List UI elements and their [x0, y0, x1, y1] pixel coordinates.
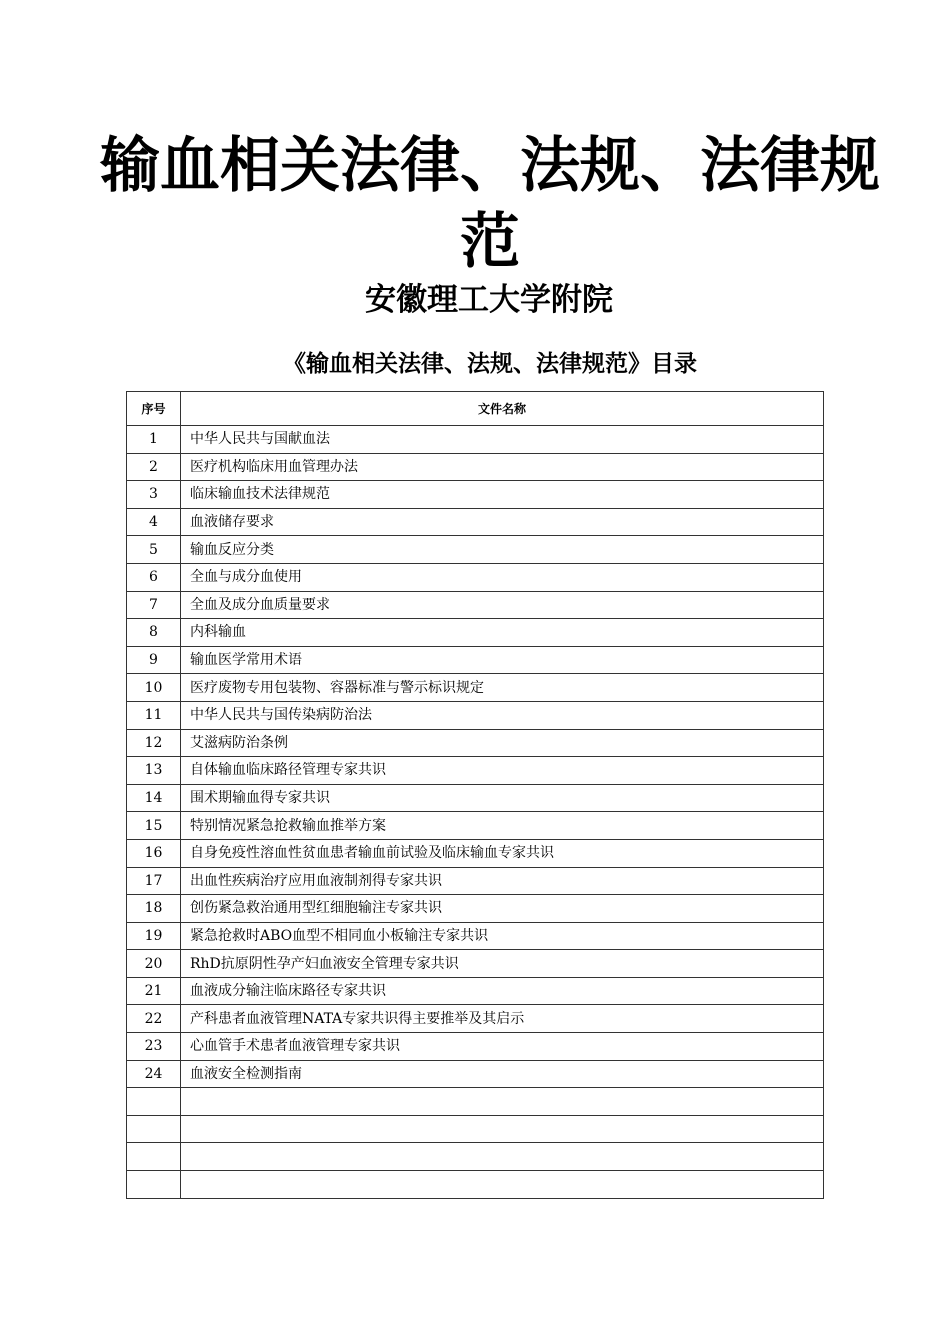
row-document-name: 血液成分输注临床路径专家共识: [181, 977, 824, 1005]
row-document-name: 艾滋病防治条例: [181, 729, 824, 757]
row-number: 12: [127, 729, 181, 757]
toc-heading: 《输血相关法律、法规、法律规范》目录: [283, 351, 697, 377]
table-row: [127, 591, 824, 619]
row-number: [127, 1115, 181, 1143]
table-row: [127, 1088, 824, 1116]
row-document-name: 中华人民共与国传染病防治法: [181, 701, 824, 729]
row-document-name: 临床输血技术法律规范: [181, 481, 824, 509]
table-row: [127, 977, 824, 1005]
table-row: [127, 729, 824, 757]
row-number: 11: [127, 701, 181, 729]
column-header-number: 序号: [127, 392, 181, 426]
table-row: [127, 646, 824, 674]
row-number: 2: [127, 453, 181, 481]
row-number: [127, 1143, 181, 1171]
table-row: [127, 784, 824, 812]
row-document-name: 医疗机构临床用血管理办法: [181, 453, 824, 481]
table-row: [127, 1005, 824, 1033]
table-row: [127, 674, 824, 702]
row-document-name: 创伤紧急救治通用型红细胞输注专家共识: [181, 895, 824, 923]
row-document-name: 出血性疾病治疗应用血液制剂得专家共识: [181, 867, 824, 895]
row-number: 10: [127, 674, 181, 702]
row-number: 19: [127, 922, 181, 950]
row-number: 24: [127, 1060, 181, 1088]
table-row: [127, 757, 824, 785]
table-row: [127, 563, 824, 591]
row-document-name: 血液安全检测指南: [181, 1060, 824, 1088]
row-number: 15: [127, 812, 181, 840]
row-number: 9: [127, 646, 181, 674]
table-row: [127, 508, 824, 536]
row-document-name: 特别情况紧急抢救输血推举方案: [181, 812, 824, 840]
table-row: [127, 453, 824, 481]
row-document-name: [181, 1115, 824, 1143]
toc-table: [126, 391, 824, 1199]
row-document-name: 输血反应分类: [181, 536, 824, 564]
row-number: 13: [127, 757, 181, 785]
row-number: [127, 1088, 181, 1116]
row-document-name: 全血与成分血使用: [181, 563, 824, 591]
document-title: 输血相关法律、法规、法律规范: [100, 131, 880, 277]
row-number: 22: [127, 1005, 181, 1033]
row-document-name: 全血及成分血质量要求: [181, 591, 824, 619]
document-subtitle: 安徽理工大学附院: [365, 282, 613, 318]
table-row: [127, 895, 824, 923]
column-header-name: 文件名称: [181, 392, 824, 426]
row-document-name: 中华人民共与国献血法: [181, 426, 824, 454]
row-number: 3: [127, 481, 181, 509]
row-number: 8: [127, 619, 181, 647]
row-document-name: 医疗废物专用包装物、容器标准与警示标识规定: [181, 674, 824, 702]
row-number: 21: [127, 977, 181, 1005]
table-row: [127, 922, 824, 950]
table-row: [127, 1033, 824, 1061]
row-number: 6: [127, 563, 181, 591]
row-number: 7: [127, 591, 181, 619]
row-document-name: [181, 1088, 824, 1116]
table-row: [127, 812, 824, 840]
row-number: 23: [127, 1033, 181, 1061]
table-row: [127, 426, 824, 454]
table-row: [127, 839, 824, 867]
table-row: [127, 950, 824, 978]
row-document-name: 自体输血临床路径管理专家共识: [181, 757, 824, 785]
table-row: [127, 1115, 824, 1143]
row-document-name: 血液储存要求: [181, 508, 824, 536]
row-number: 16: [127, 839, 181, 867]
row-document-name: [181, 1143, 824, 1171]
table-row: [127, 1143, 824, 1171]
row-number: 5: [127, 536, 181, 564]
table-row: [127, 867, 824, 895]
row-document-name: 自身免疫性溶血性贫血患者输血前试验及临床输血专家共识: [181, 839, 824, 867]
row-document-name: RhD抗原阴性孕产妇血液安全管理专家共识: [181, 950, 824, 978]
table-header-row: [127, 392, 824, 426]
table-row: [127, 701, 824, 729]
table-row: [127, 1060, 824, 1088]
table-row: [127, 1171, 824, 1199]
row-document-name: 围术期输血得专家共识: [181, 784, 824, 812]
table-row: [127, 536, 824, 564]
row-number: 18: [127, 895, 181, 923]
row-number: 20: [127, 950, 181, 978]
table-body: [127, 426, 824, 1199]
row-number: 14: [127, 784, 181, 812]
row-number: 1: [127, 426, 181, 454]
row-document-name: [181, 1171, 824, 1199]
row-number: 4: [127, 508, 181, 536]
row-document-name: 心血管手术患者血液管理专家共识: [181, 1033, 824, 1061]
row-document-name: 输血医学常用术语: [181, 646, 824, 674]
row-document-name: 紧急抢救时ABO血型不相同血小板输注专家共识: [181, 922, 824, 950]
row-document-name: 产科患者血液管理NATA专家共识得主要推举及其启示: [181, 1005, 824, 1033]
row-number: [127, 1171, 181, 1199]
row-document-name: 内科输血: [181, 619, 824, 647]
row-number: 17: [127, 867, 181, 895]
table-row: [127, 481, 824, 509]
table-row: [127, 619, 824, 647]
